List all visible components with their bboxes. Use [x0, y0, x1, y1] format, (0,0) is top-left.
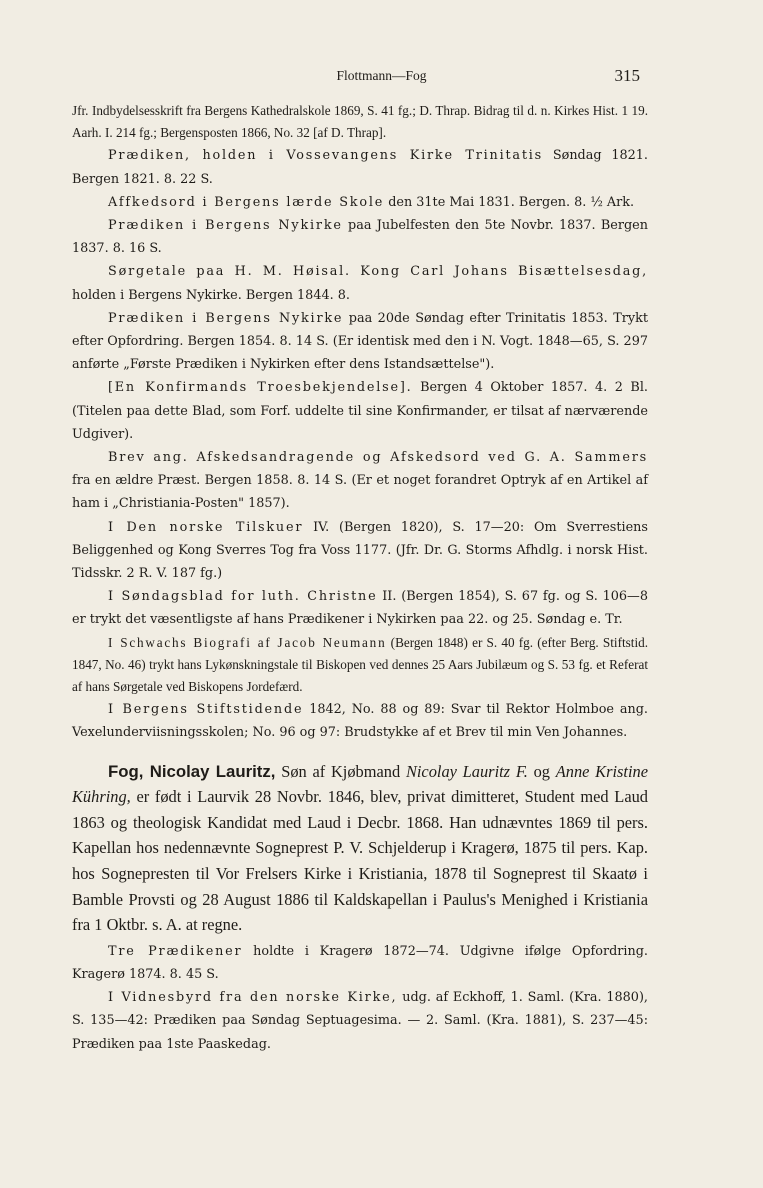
work-entry [72, 986, 648, 1056]
work-title: I Vidnesbyrd fra den norske Kirke, [108, 990, 398, 1006]
reference-text: Jfr. Indbydelsesskrift fra Bergens Kathedralskole 1869, S. 41 fg.; D. Thrap. Bidrag til d. n. Kirkes Hist. 1 19. Aarh. I. 214 fg.; Bergensposten 1866, No. 32 [af D. Thrap]. [72, 103, 648, 141]
bibliography-entry [72, 260, 648, 306]
mother-name: Anne Kristine Kühring, [72, 761, 648, 807]
biography-text-3: er født i Laurvik 28 Novbr. 1846, blev, privat dimitteret, Student med Laud 1863 og theologisk Kandidat med Laud i Decbr. 1868. Han udnævntes 1869 til pers. Kapellan hos nedennævnte Sogneprest P. V. Schjelderup i Kragerø, 1875 til pers. Kap. hos Sognepresten til Vor Frelsers Kirke i Kristiania, 1878 til Sogneprest til Skaatø i Bamble Provsti og 28 August 1886 til Kaldskapellan i Paulus's Menighed i Kristiania fra 1 Oktbr. s. A. at regne. [72, 787, 648, 935]
entry-details: den 31te Mai 1831. Bergen. 8. ½ Ark. [384, 194, 635, 210]
bibliography-entry [72, 376, 648, 446]
work-details: udg. af Eckhoff, 1. Saml. (Kra. 1880), S. 135—42: Prædiken paa Søndag Septuagesima. — 2. Saml. (Kra. 1881), S. 237—45: Prædiken paa 1ste Paaskedag. [72, 990, 648, 1052]
bibliography-entry [72, 307, 648, 377]
work-title: Tre Prædikener [108, 943, 243, 959]
entry-details: 1842, No. 88 og 89: Svar til Rektor Holmboe ang. Vexelunderviisningsskolen; No. 96 og 97: Brudstykke af et Brev til min Ven Johannes. [72, 702, 648, 741]
entry-details: holden i Bergens Nykirke. Bergen 1844. 8. [72, 287, 350, 303]
entry-title: [En Konfirmands Troesbekjendelse]. [108, 380, 413, 396]
entry-details: (Bergen 1848) er S. 40 fg. (efter Berg. Stiftstid. 1847, No. 46) trykt hans Lykønskningstale til Biskopen ved dennes 25 Aars Jubilæum og S. 53 fg. et Referat af hans Sørgetale ved Biskopens Jordefærd. [72, 634, 648, 695]
entry-title: I Søndagsblad for luth. Christne [108, 589, 378, 605]
entry-details: Bergen 4 Oktober 1857. 4. 2 Bl. (Titelen paa dette Blad, som Forf. uddelte til sine Konfirmander, er tilsat af nærværende Udgiver). [72, 380, 648, 442]
running-head [0, 66, 763, 88]
biography-paragraph [72, 759, 648, 938]
bibliography-entry [72, 446, 648, 516]
entry-details: paa Jubelfesten den 5te Novbr. 1837. Bergen 1837. 8. 16 S. [72, 218, 648, 257]
bibliography-entry [72, 144, 648, 190]
entry-title: Affkedsord i Bergens lærde Skole [108, 194, 385, 210]
entry-title: I Schwachs Biografi af Jacob Neumann [108, 634, 387, 650]
bibliography-entry [72, 632, 648, 699]
reference-paragraph [72, 100, 648, 144]
entry-title: Sørgetale paa H. M. Høisal. Kong Carl Johans Bisættelsesdag, [108, 264, 648, 280]
work-entry [72, 940, 648, 986]
entry-details: II. (Bergen 1854), S. 67 fg. og S. 106—8 er trykt det væsentligste af hans Prædikener i Nykirken paa 22. og 25. Søndag e. Tr. [72, 589, 648, 628]
running-title: Flottmann—Fog [336, 68, 427, 83]
bibliography-entry [72, 585, 648, 631]
work-details: holdte i Kragerø 1872—74. Udgivne ifølge Opfordring. Kragerø 1874. 8. 45 S. [72, 943, 648, 983]
bibliography-entry [72, 191, 648, 214]
entry-title: Prædiken i Bergens Nykirke [108, 310, 344, 326]
biography-text-1: Søn af Kjøbmand [275, 761, 406, 781]
entry-title: I Bergens Stiftstidende [108, 702, 304, 718]
entry-details: IV. (Bergen 1820), S. 17—20: Om Sverrestiens Beliggenhed og Kong Sverres Tog fra Voss 1177. (Jfr. Dr. G. Storms Afhdlg. i norsk Hist. Tidsskr. 2 R. V. 187 fg.) [72, 519, 648, 582]
bibliography-entry [72, 698, 648, 744]
entry-details: paa 20de Søndag efter Trinitatis 1853. Trykt efter Opfordring. Bergen 1854. 8. 14 S. (Er identisk med den i N. Vogt. 1848—65, S. 297 anførte „Første Prædiken i Nykirken efter dens Istandsættelse"). [72, 310, 648, 373]
entry-title: Brev ang. Afskedsandragende og Afskedsord ved G. A. Sammers [108, 450, 648, 466]
entry-title: Prædiken, holden i Vossevangens Kirke Trinitatis [108, 148, 544, 164]
entry-title: I Den norske Tilskuer [108, 519, 304, 535]
entry-title: Prædiken i Bergens Nykirke [108, 218, 343, 234]
biography-name: Fog, Nicolay Lauritz, [108, 761, 276, 781]
entry-details: fra en ældre Præst. Bergen 1858. 8. 14 S. (Er et noget forandret Optryk af en Artikel af ham i „Christiania-Posten" 1857). [72, 473, 648, 512]
entry-details: Søndag 1821. Bergen 1821. 8. 22 S. [72, 148, 648, 187]
body-column [72, 100, 648, 1056]
bibliography-entry [72, 516, 648, 586]
father-name: Nicolay Lauritz F. [405, 761, 528, 781]
page-number: 315 [614, 66, 640, 85]
biography-text-2: og [527, 761, 556, 781]
bibliography-entry [72, 214, 648, 260]
